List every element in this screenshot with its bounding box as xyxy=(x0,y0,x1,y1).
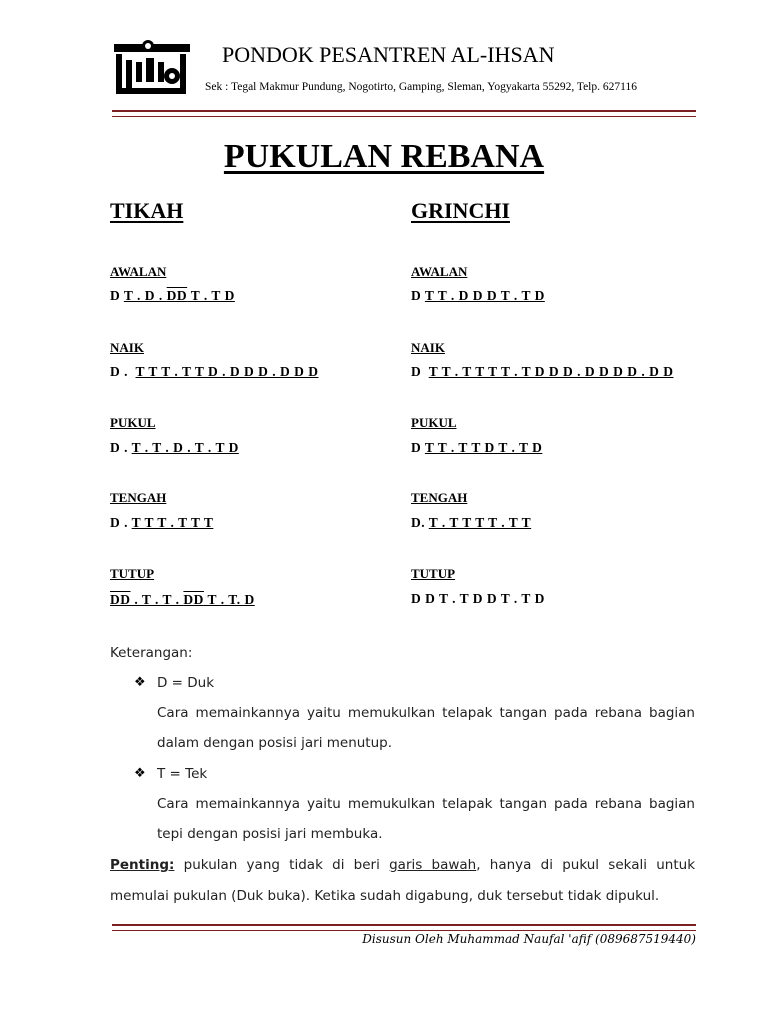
duk-term: D = Duk xyxy=(157,675,215,691)
grinchi-awalan-pattern: D T T . D D D T . T D xyxy=(411,288,545,303)
page-title: PUKULAN REBANA xyxy=(223,138,545,175)
grinchi-naik-label: NAIK xyxy=(411,340,445,355)
column-heading-tikah: TIKAH xyxy=(110,198,184,223)
diamond-bullet-icon: ❖ xyxy=(134,675,146,690)
tek-description-line2: tepi dengan posisi jari membuka. xyxy=(157,826,383,842)
tikah-pukul-pattern: D . T . T . D . T . T D xyxy=(110,440,239,455)
tek-term: T = Tek xyxy=(157,766,208,782)
diamond-bullet-icon: ❖ xyxy=(134,766,146,781)
grinchi-tengah-pattern: D. T . T T T T . T T xyxy=(411,515,532,530)
penting-label: Penting: xyxy=(110,857,175,873)
grinchi-naik-pattern: D T T . T T T T . T D D D . D D D D . D D xyxy=(411,364,674,379)
keterangan-heading: Keterangan: xyxy=(110,645,193,661)
tikah-tutup-pattern: DD . T . T . DD T . T. D xyxy=(110,592,255,607)
tikah-tengah-pattern: D . T T T . T T T xyxy=(110,515,214,530)
grinchi-awalan-label: AWALAN xyxy=(411,264,468,279)
header-divider xyxy=(112,110,696,117)
tikah-naik-pattern: D . T T T . T T D . D D D . D D D xyxy=(110,364,319,379)
tikah-tutup-label: TUTUP xyxy=(110,566,155,581)
grinchi-tutup-pattern: D D T . T D D T . T D xyxy=(411,591,545,606)
duk-description-line1: Cara memainkannya yaitu memukulkan telapak tangan pada rebana bagian xyxy=(157,705,695,721)
grinchi-tutup-label: TUTUP xyxy=(411,566,456,581)
tikah-awalan-pattern: D T . D . DD T . T D xyxy=(110,288,235,303)
grinchi-tengah-label: TENGAH xyxy=(411,490,468,505)
tikah-awalan-label: AWALAN xyxy=(110,264,167,279)
column-heading-grinchi: GRINCHI xyxy=(411,198,511,223)
grinchi-pukul-label: PUKUL xyxy=(411,415,457,430)
penting-note-line1: Penting: pukulan yang tidak di beri garis bawah, hanya di pukul sekali untuk xyxy=(110,857,696,873)
grinchi-pukul-pattern: D T T . T T D T . T D xyxy=(411,440,543,455)
tikah-tengah-label: TENGAH xyxy=(110,490,167,505)
pesantren-logo xyxy=(112,40,192,100)
penting-note-line2: memulai pukulan (Duk buka). Ketika sudah digabung, duk tersebut tidak dipukul. xyxy=(110,888,660,904)
institution-title: PONDOK PESANTREN AL-IHSAN xyxy=(222,42,555,67)
institution-address: Sek : Tegal Makmur Pundung, Nogotirto, Gamping, Sleman, Yogyakarta 55292, Telp. 627116 xyxy=(205,81,637,93)
duk-description-line2: dalam dengan posisi jari menutup. xyxy=(157,735,393,751)
tikah-naik-label: NAIK xyxy=(110,340,144,355)
tikah-pukul-label: PUKUL xyxy=(110,415,156,430)
author-credit: Disusun Oleh Muhammad Naufal 'afif (089687519440) xyxy=(362,932,696,946)
tek-description-line1: Cara memainkannya yaitu memukulkan telapak tangan pada rebana bagian xyxy=(157,796,695,812)
footer-divider xyxy=(112,924,696,931)
